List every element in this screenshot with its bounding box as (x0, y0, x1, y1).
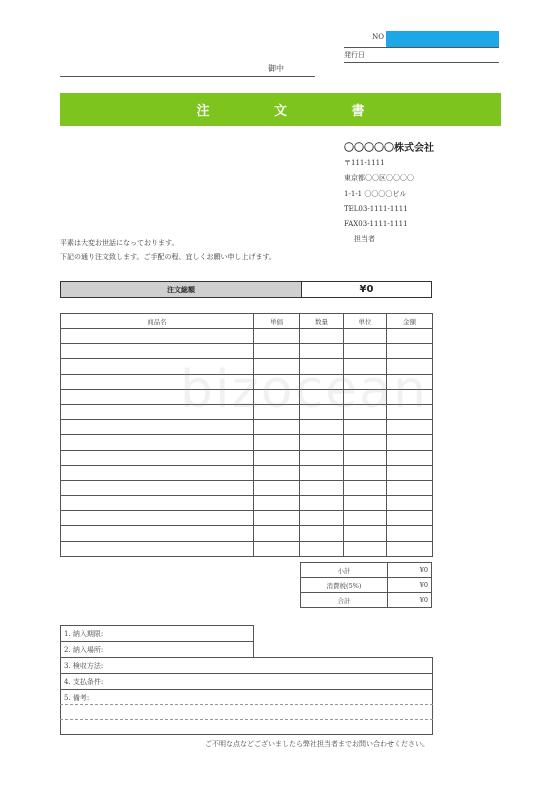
note-payment-terms[interactable]: 4. 支払条件: (60, 673, 433, 689)
item-unit-price-cell[interactable] (254, 496, 300, 511)
item-unit-cell[interactable] (344, 450, 387, 465)
document-title: 注 文 書 (196, 104, 395, 119)
item-row (61, 329, 433, 344)
item-row (61, 511, 433, 526)
item-unit-price-cell[interactable] (254, 344, 300, 359)
company-name: 〇〇〇〇〇株式会社 (344, 143, 434, 154)
item-row (61, 435, 433, 450)
company-tel: TEL03-1111-1111 (344, 204, 408, 213)
note-delivery-deadline[interactable]: 1. 納入期限: (60, 625, 254, 641)
note-inspection-method[interactable]: 3. 検収方法: (60, 657, 433, 673)
summary-table (300, 562, 432, 608)
footer-note: ご不明な点などございましたら弊社担当者までお問い合わせください。 (205, 740, 429, 748)
item-row (61, 450, 433, 465)
number-field[interactable] (386, 31, 499, 47)
note-remarks[interactable]: 5. 備考: (60, 689, 433, 735)
header-unit: 単位 (344, 314, 387, 329)
item-amount-cell[interactable] (387, 511, 433, 526)
item-unit-cell[interactable] (344, 465, 387, 480)
item-unit-cell[interactable] (344, 435, 387, 450)
item-row (61, 465, 433, 480)
item-quantity-cell[interactable] (300, 435, 344, 450)
item-unit-price-cell[interactable] (254, 511, 300, 526)
item-amount-cell[interactable] (387, 344, 433, 359)
item-name-cell[interactable] (61, 496, 254, 511)
company-info (344, 141, 434, 247)
items-header-row (61, 314, 433, 329)
subtotal-label: 小計 (301, 563, 388, 578)
order-total-row (60, 281, 432, 298)
item-unit-cell[interactable] (344, 496, 387, 511)
number-underline (344, 47, 499, 48)
item-unit-cell[interactable] (344, 480, 387, 495)
item-unit-cell[interactable] (344, 420, 387, 435)
item-amount-cell[interactable] (387, 435, 433, 450)
company-fax: FAX03-1111-1111 (344, 220, 408, 229)
item-quantity-cell[interactable] (300, 511, 344, 526)
tax-value[interactable]: ¥0 (388, 578, 432, 593)
item-amount-cell[interactable] (387, 496, 433, 511)
item-row (61, 496, 433, 511)
item-name-cell[interactable] (61, 435, 254, 450)
item-row (61, 344, 433, 359)
number-label: NO (372, 33, 384, 41)
item-unit-price-cell[interactable] (254, 465, 300, 480)
order-total-label: 注文総額 (61, 282, 302, 297)
item-unit-price-cell[interactable] (254, 526, 300, 541)
item-name-cell[interactable] (61, 450, 254, 465)
item-amount-cell[interactable] (387, 465, 433, 480)
recipient-underline[interactable] (60, 76, 315, 77)
item-unit-price-cell[interactable] (254, 541, 300, 556)
total-value[interactable]: ¥0 (388, 593, 432, 608)
item-quantity-cell[interactable] (300, 329, 344, 344)
company-building: 1-1-1 〇〇〇〇ビル (344, 189, 407, 198)
header-quantity: 数量 (300, 314, 344, 329)
title-bar (60, 93, 501, 126)
issue-date-underline (344, 62, 499, 63)
item-quantity-cell[interactable] (300, 420, 344, 435)
item-unit-cell[interactable] (344, 329, 387, 344)
total-row (301, 593, 432, 608)
tax-label: 消費税(5%) (301, 578, 388, 593)
recipient-suffix: 御中 (268, 64, 284, 73)
items-table (60, 313, 433, 557)
item-unit-cell[interactable] (344, 541, 387, 556)
item-unit-price-cell[interactable] (254, 435, 300, 450)
watermark: bizocean (180, 360, 428, 420)
item-unit-price-cell[interactable] (254, 450, 300, 465)
remarks-dashed-line (60, 719, 433, 720)
greeting-line-2: 下記の通り注文致します。ご手配の程、宜しくお願い申し上げます。 (60, 253, 276, 261)
item-unit-cell[interactable] (344, 511, 387, 526)
item-name-cell[interactable] (61, 420, 254, 435)
item-amount-cell[interactable] (387, 541, 433, 556)
subtotal-value[interactable]: ¥0 (388, 563, 432, 578)
item-name-cell[interactable] (61, 511, 254, 526)
header-amount: 金額 (387, 314, 433, 329)
item-name-cell[interactable] (61, 344, 254, 359)
issue-date-label: 発行日 (344, 51, 365, 59)
tax-row (301, 578, 432, 593)
subtotal-row (301, 563, 432, 578)
item-name-cell[interactable] (61, 465, 254, 480)
total-label: 合計 (301, 593, 388, 608)
header-product-name: 商品名 (61, 314, 254, 329)
item-amount-cell[interactable] (387, 526, 433, 541)
note-delivery-place[interactable]: 2. 納入場所: (60, 641, 254, 657)
item-quantity-cell[interactable] (300, 526, 344, 541)
item-name-cell[interactable] (61, 541, 254, 556)
item-quantity-cell[interactable] (300, 450, 344, 465)
remarks-dashed-line (60, 704, 433, 705)
item-name-cell[interactable] (61, 526, 254, 541)
company-postal: 〒111-1111 (344, 159, 385, 168)
item-row (61, 420, 433, 435)
item-unit-cell[interactable] (344, 526, 387, 541)
item-row (61, 480, 433, 495)
item-amount-cell[interactable] (387, 450, 433, 465)
item-unit-price-cell[interactable] (254, 420, 300, 435)
item-name-cell[interactable] (61, 329, 254, 344)
person-in-charge-label: 担当者 (354, 235, 375, 244)
item-unit-price-cell[interactable] (254, 480, 300, 495)
item-quantity-cell[interactable] (300, 480, 344, 495)
greeting (60, 236, 276, 264)
item-row (61, 526, 433, 541)
item-row (61, 541, 433, 556)
item-amount-cell[interactable] (387, 329, 433, 344)
item-amount-cell[interactable] (387, 420, 433, 435)
order-total-value[interactable]: ¥0 (359, 284, 374, 295)
item-quantity-cell[interactable] (300, 465, 344, 480)
item-amount-cell[interactable] (387, 480, 433, 495)
item-unit-cell[interactable] (344, 344, 387, 359)
company-address: 東京都〇〇区〇〇〇〇 (344, 174, 414, 183)
item-unit-price-cell[interactable] (254, 329, 300, 344)
item-quantity-cell[interactable] (300, 344, 344, 359)
item-name-cell[interactable] (61, 480, 254, 495)
greeting-line-1: 平素は大変お世話になっております。 (60, 239, 179, 247)
item-quantity-cell[interactable] (300, 541, 344, 556)
header-unit-price: 単価 (254, 314, 300, 329)
item-quantity-cell[interactable] (300, 496, 344, 511)
